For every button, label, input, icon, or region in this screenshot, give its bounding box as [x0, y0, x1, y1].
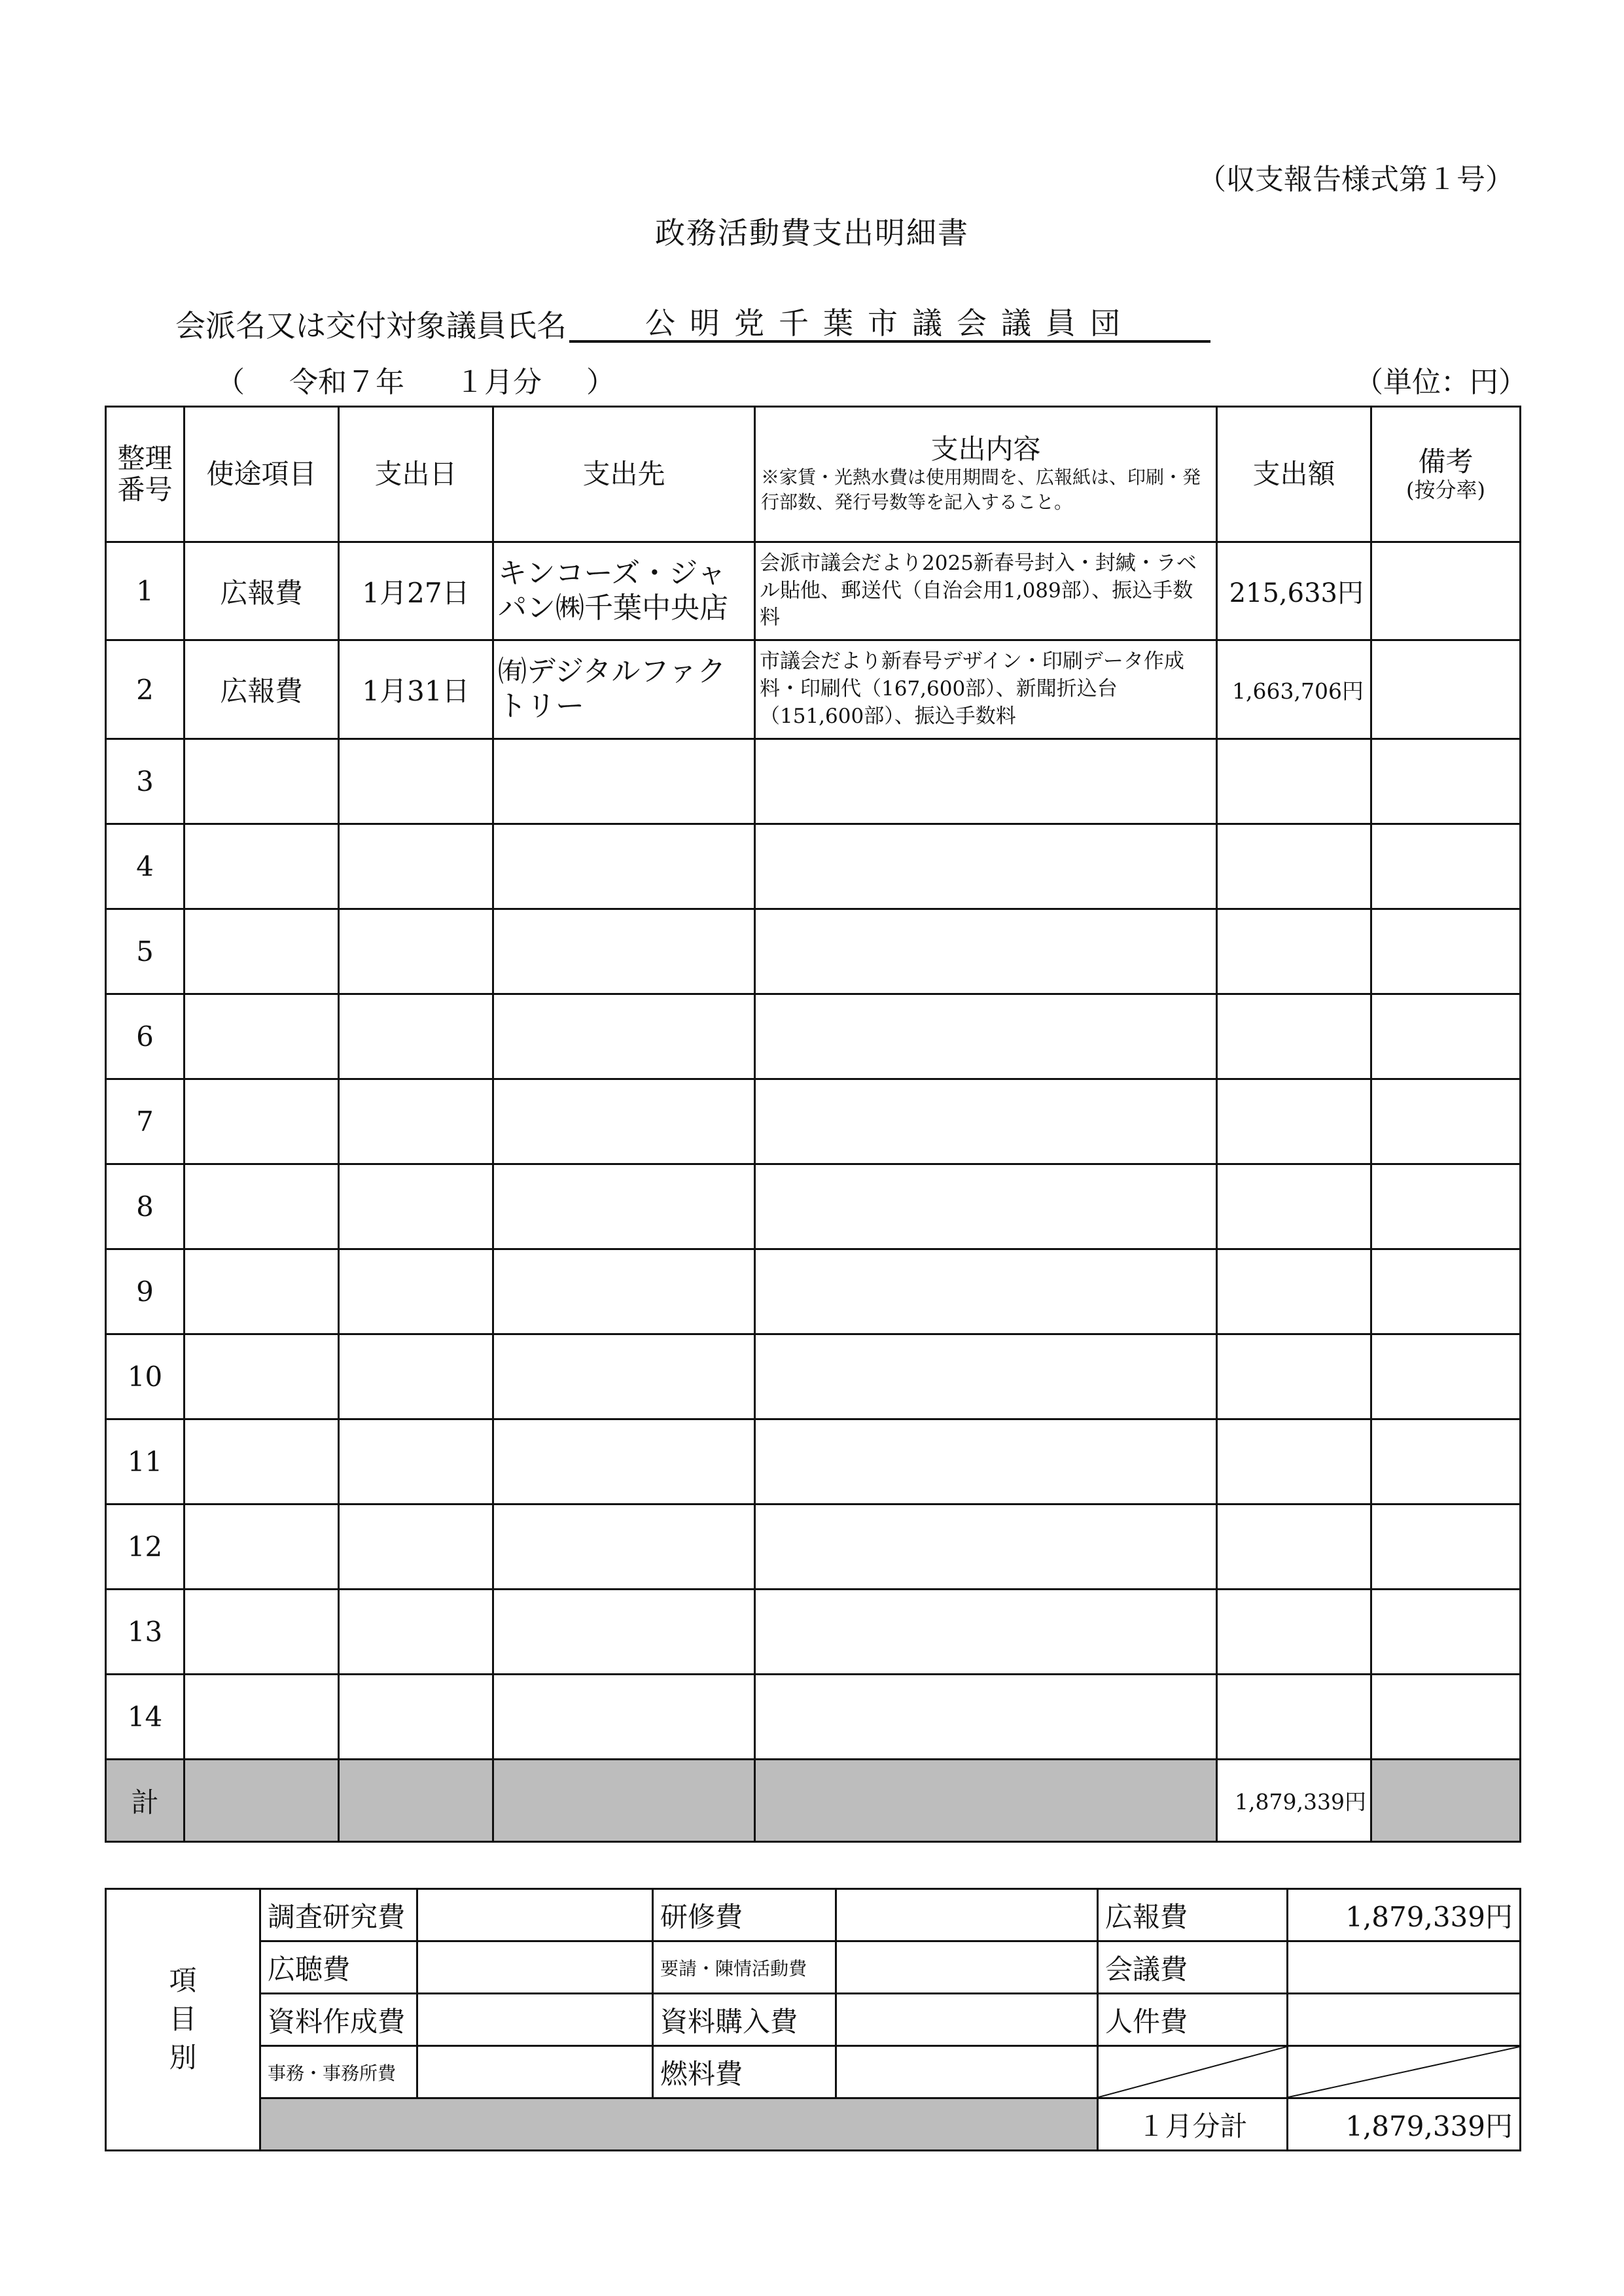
- row-number: 7: [106, 1079, 185, 1164]
- empty-cell: [339, 824, 493, 909]
- unit-label: （単位：円）: [1354, 366, 1527, 399]
- row-purpose: 広報費: [185, 542, 339, 640]
- empty-cell: [1371, 1590, 1521, 1675]
- row-number: 13: [106, 1590, 185, 1675]
- summary-label: 資料購入費: [653, 1994, 836, 2046]
- empty-cell: [493, 994, 755, 1079]
- empty-cell: [493, 824, 755, 909]
- table-row: [106, 1590, 1521, 1675]
- empty-cell: [1217, 994, 1371, 1079]
- row-amount: 215,633円: [1217, 542, 1371, 640]
- empty-cell: [1217, 1164, 1371, 1249]
- summary-label: 調査研究費: [260, 1889, 417, 1941]
- empty-cell: [1371, 1249, 1521, 1334]
- empty-cell: [1217, 1505, 1371, 1590]
- empty-cell: [185, 1334, 339, 1419]
- summary-value: 1,879,339円: [1288, 1889, 1521, 1941]
- empty-cell: [339, 1590, 493, 1675]
- empty-cell: [1217, 909, 1371, 994]
- form-number: （収支報告様式第１号）: [1197, 163, 1514, 196]
- empty-cell: [1371, 739, 1521, 824]
- table-row: [106, 739, 1521, 824]
- row-number: 3: [106, 739, 185, 824]
- monthly-total-value: 1,879,339円: [1288, 2098, 1521, 2151]
- empty-cell: [493, 1164, 755, 1249]
- empty-cell: [755, 1249, 1217, 1334]
- empty-cell: [755, 1675, 1217, 1760]
- summary-value: [417, 2046, 653, 2098]
- header-remarks: [1371, 407, 1521, 542]
- table-row: [106, 542, 1521, 640]
- empty-cell: [339, 1164, 493, 1249]
- empty-cell: [493, 1419, 755, 1505]
- empty-cell: [1371, 1164, 1521, 1249]
- row-payee: ㈲デジタルファクトリー: [493, 640, 755, 739]
- empty-cell: [185, 1079, 339, 1164]
- empty-cell: [493, 1505, 755, 1590]
- empty-cell: [1371, 994, 1521, 1079]
- shaded-cell: [755, 1760, 1217, 1842]
- row-number: 10: [106, 1334, 185, 1419]
- summary-label: 人件費: [1098, 1994, 1288, 2046]
- row-number: 8: [106, 1164, 185, 1249]
- empty-cell: [755, 824, 1217, 909]
- diagonal-strike: [1099, 2047, 1286, 2097]
- summary-value: [836, 1889, 1098, 1941]
- table-row: [106, 1419, 1521, 1505]
- empty-cell: [755, 1334, 1217, 1419]
- empty-cell: [339, 1419, 493, 1505]
- header-remarks-sub: (按分率): [1406, 477, 1485, 502]
- summary-label: 研修費: [653, 1889, 836, 1941]
- empty-cell: [1217, 1419, 1371, 1505]
- header-detail-title: 支出内容: [930, 433, 1041, 466]
- empty-cell: [185, 1505, 339, 1590]
- shaded-cell: [493, 1760, 755, 1842]
- row-detail: 会派市議会だより2025新春号封入・封緘・ラベル貼他、郵送代（自治会用1,089部）、振込手数料: [755, 542, 1217, 640]
- period-era: 令和７年: [289, 366, 404, 399]
- category-summary-table: [105, 1888, 1521, 2151]
- empty-cell: [1217, 1675, 1371, 1760]
- empty-cell: [493, 1249, 755, 1334]
- table-row: [106, 1505, 1521, 1590]
- empty-cell: [339, 739, 493, 824]
- empty-cell: [755, 739, 1217, 824]
- empty-cell: [1371, 1334, 1521, 1419]
- row-number: 5: [106, 909, 185, 994]
- empty-cell: [185, 1590, 339, 1675]
- table-row: [106, 994, 1521, 1079]
- row-purpose: 広報費: [185, 640, 339, 739]
- period-open: （: [216, 366, 245, 399]
- period-close: ）: [586, 366, 615, 399]
- empty-cell: [755, 1079, 1217, 1164]
- table-row: [106, 909, 1521, 994]
- empty-cell: [1217, 1334, 1371, 1419]
- empty-cell: [1217, 824, 1371, 909]
- empty-cell: [1371, 1419, 1521, 1505]
- empty-cell: [185, 994, 339, 1079]
- header-detail: [755, 407, 1217, 542]
- summary-value: [836, 1994, 1098, 2046]
- row-payee: キンコーズ・ジャパン㈱千葉中央店: [493, 542, 755, 640]
- shaded-cell: [260, 2098, 1098, 2151]
- empty-cell: [185, 1675, 339, 1760]
- summary-value: [836, 2046, 1098, 2098]
- header-amount: 支出額: [1217, 407, 1371, 542]
- row-date: 1月31日: [339, 640, 493, 739]
- row-date: 1月27日: [339, 542, 493, 640]
- empty-cell: [755, 1164, 1217, 1249]
- row-detail: 市議会だより新春号デザイン・印刷データ作成料・印刷代（167,600部）、新聞折込台（151,600部）、振込手数料: [755, 640, 1217, 739]
- shaded-cell: [1371, 1760, 1521, 1842]
- header-payee: 支出先: [493, 407, 755, 542]
- reporting-period: [216, 358, 615, 400]
- summary-label: 燃料費: [653, 2046, 836, 2098]
- faction-name: 公明党千葉市議会議員団: [569, 300, 1210, 343]
- summary-label: 要請・陳情活動費: [653, 1941, 836, 1994]
- empty-cell: [339, 1505, 493, 1590]
- header-purpose: 使途項目: [185, 407, 339, 542]
- empty-cell: [755, 994, 1217, 1079]
- summary-value: [417, 1941, 653, 1994]
- row-number: 4: [106, 824, 185, 909]
- row-number: 12: [106, 1505, 185, 1590]
- empty-cell: [339, 1334, 493, 1419]
- table-row: [106, 1079, 1521, 1164]
- summary-label: 事務・事務所費: [260, 2046, 417, 2098]
- table-row: [106, 1164, 1521, 1249]
- header-detail-note: ※家賃・光熱水費は使用期間を、広報紙は、印刷・発行部数、発行号数等を記入すること。: [761, 466, 1201, 513]
- table-row: [106, 1675, 1521, 1760]
- empty-cell: [185, 909, 339, 994]
- empty-cell: [493, 909, 755, 994]
- row-number: 1: [106, 542, 185, 640]
- empty-cell: [339, 1079, 493, 1164]
- period-month: １月分: [455, 366, 542, 399]
- row-number: 2: [106, 640, 185, 739]
- empty-cell: [755, 1590, 1217, 1675]
- shaded-cell: [339, 1760, 493, 1842]
- row-number: 14: [106, 1675, 185, 1760]
- empty-cell: [1371, 1079, 1521, 1164]
- empty-cell: [1217, 1079, 1371, 1164]
- summary-value: [1288, 1994, 1521, 2046]
- empty-cell: [493, 1590, 755, 1675]
- table-row: [106, 1334, 1521, 1419]
- table-row: [106, 1249, 1521, 1334]
- summary-label: 資料作成費: [260, 1994, 417, 2046]
- faction-label: 会派名又は交付対象議員氏名: [175, 308, 567, 343]
- row-number: 6: [106, 994, 185, 1079]
- empty-cell: [493, 1079, 755, 1164]
- header-remarks-title: 備考: [1418, 445, 1474, 478]
- summary-label: 会議費: [1098, 1941, 1288, 1994]
- header-date: 支出日: [339, 407, 493, 542]
- empty-cell: [755, 909, 1217, 994]
- summary-label: 広報費: [1098, 1889, 1288, 1941]
- empty-cell: [493, 739, 755, 824]
- empty-cell: [339, 994, 493, 1079]
- empty-cell: [185, 1249, 339, 1334]
- empty-cell: [1217, 739, 1371, 824]
- expenditure-table: [105, 406, 1521, 1843]
- row-remarks: [1371, 542, 1521, 640]
- empty-cell: [1217, 1590, 1371, 1675]
- empty-cell: [185, 739, 339, 824]
- diagonal-strike: [1288, 2047, 1519, 2097]
- table-row: [106, 824, 1521, 909]
- summary-value: [1288, 1941, 1521, 1994]
- monthly-total-label: １月分計: [1098, 2098, 1288, 2151]
- row-number: 9: [106, 1249, 185, 1334]
- empty-cell: [1371, 824, 1521, 909]
- total-label: 計: [106, 1760, 185, 1842]
- category-label: 項目別: [106, 1889, 260, 2151]
- row-number: 11: [106, 1419, 185, 1505]
- empty-cell: [339, 909, 493, 994]
- empty-cell: [185, 824, 339, 909]
- row-remarks: [1371, 640, 1521, 739]
- empty-cell: [339, 1249, 493, 1334]
- total-amount: 1,879,339円: [1217, 1760, 1371, 1842]
- empty-cell: [185, 1419, 339, 1505]
- empty-cell: [1371, 1505, 1521, 1590]
- empty-cell: [1371, 1675, 1521, 1760]
- empty-cell: [1371, 909, 1521, 994]
- struck-cell: [1288, 2046, 1521, 2098]
- header-no: 整理番号: [106, 407, 185, 542]
- summary-value: [417, 1994, 653, 2046]
- summary-value: [417, 1889, 653, 1941]
- empty-cell: [185, 1164, 339, 1249]
- empty-cell: [755, 1419, 1217, 1505]
- document-title: 政務活動費支出明細書: [655, 215, 969, 251]
- empty-cell: [1217, 1249, 1371, 1334]
- summary-value: [836, 1941, 1098, 1994]
- empty-cell: [493, 1334, 755, 1419]
- total-row: [106, 1760, 1521, 1842]
- shaded-cell: [185, 1760, 339, 1842]
- row-amount: 1,663,706円: [1217, 640, 1371, 739]
- empty-cell: [493, 1675, 755, 1760]
- empty-cell: [755, 1505, 1217, 1590]
- table-row: [106, 640, 1521, 739]
- empty-cell: [339, 1675, 493, 1760]
- struck-cell: [1098, 2046, 1288, 2098]
- summary-label: 広聴費: [260, 1941, 417, 1994]
